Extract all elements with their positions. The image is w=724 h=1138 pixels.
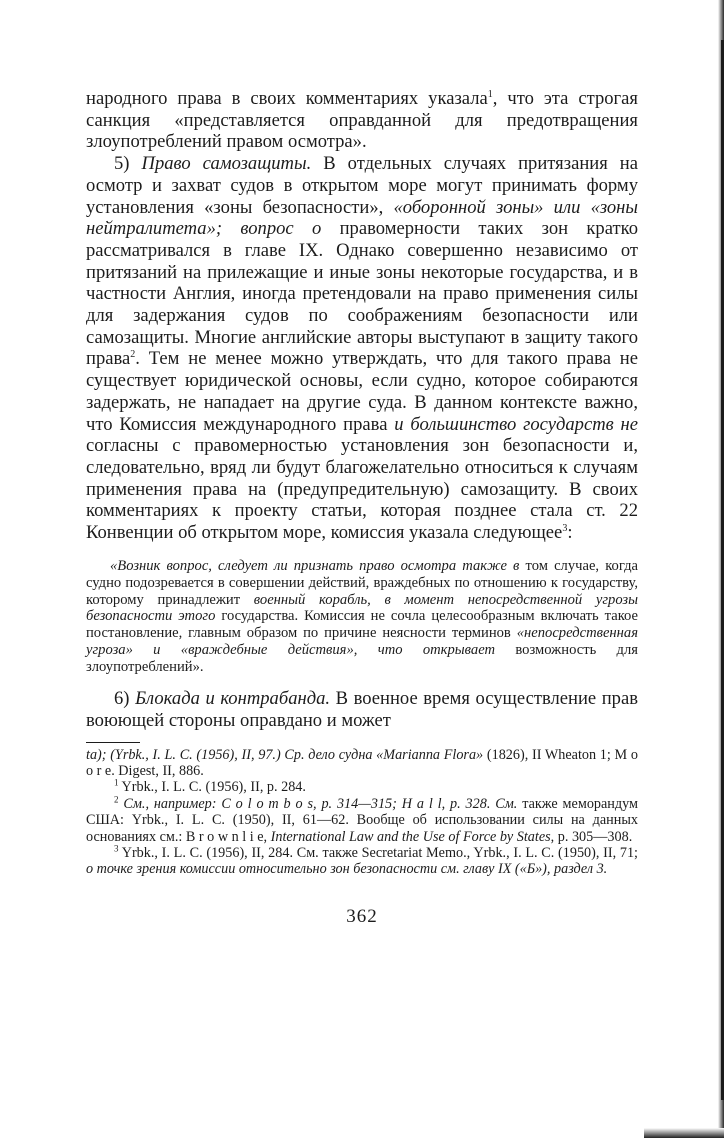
footnote-2: $^2$ См., например: C o l o m b o s, p. 314—315; H a l l, p. 328. См. также меморандум США: Yrbk., I. L. C. (1950), II, 61—62. Вообще об использовании силы на данных основаниях см.: B r o w n l i e, International Law and the Use of Force by States, p. 305—308.: [86, 794, 638, 845]
paragraph-continued: народного права в своих комментариях указала$^1$, что эта строгая санкция «представляется оправданной для предотвращения злоупотреблений правом осмотра».: [86, 88, 638, 153]
footnote-1: $^1$ Yrbk., I. L. C. (1956), II, p. 284.: [114, 777, 306, 796]
footnote-3: $^3$ Yrbk., I. L. C. (1956), II, 284. См. также Secretariat Memo., Yrbk., I. L. C. (1950), II, 71; о точке зрения комиссии относительно зон безопасности см. главу IX («Б»), раздел 3.: [86, 843, 638, 878]
footnote-ref-2: 2: [130, 349, 136, 361]
footnote-continued: ta); (Yrbk., I. L. C. (1956), II, 97.) Ср. дело судна «Marianna Flora» (1826), II Wheaton 1; M o o r e. Digest, II, 886.: [86, 746, 638, 779]
body-text: [86, 88, 638, 544]
footnote-divider: [86, 742, 140, 743]
footnotes: [86, 747, 638, 878]
section-title-self-defense: Право самозащиты.: [141, 153, 312, 175]
paragraph-blockade: 6) Блокада и контрабанда. В военное время осуществление прав воюющей стороны оправдано и может: [86, 688, 639, 731]
scan-edge-bottom: [644, 1128, 724, 1138]
footnote-ref-1: 1: [487, 88, 493, 100]
paragraph-self-defense: 5) Право самозащиты. В отдельных случаях притязания на осмотр и захват судов в открытом море могут принимать форму установления «зоны безопасности», «оборонной зоны» или «зоны нейтралитета»; вопрос о правомерности таких зон кратко рассматривался в главе IX. Однако совершенно независимо от притязаний на прилежащие и иные зоны некоторые государства, и в частности Англия, иногда претендовали на право применения силы для задержания судов по соображениям безопасности или самозащиты. Многие английские авторы выступают в защиту такого права$^2$. Тем не менее можно утверждать, что для такого права не существует юридической основы, если судно, которое собираются задержать, не нападает на другие суда. В данном контексте важно, что Комиссия международного права и большинство государств не согласны с правомерностью установления зон безопасности и, следовательно, вряд ли будут благожелательно относиться к случаям применения права на (предупредительную) самозащиту. В своих комментариях к проекту статьи, которая позднее стала ст. 22 Конвенции об открытом море, комиссия указала следующее$^3$:: [86, 153, 638, 544]
book-page: [86, 88, 638, 928]
footnote-ref-3: 3: [562, 522, 568, 534]
section-title-blockade: Блокада и контрабанда.: [135, 688, 331, 710]
page-number: 362: [346, 905, 378, 927]
scan-edge-right: [718, 0, 724, 1138]
block-quote: «Возник вопрос, следует ли признать право осмотра также в том случае, когда судно подозревается в совершении действий, враждебных по отношению к государству, которому принадлежит военный корабль, в момент непосредственной угрозы безопасности этого государства. Комиссия не сочла целесообразным включать такое постановление, главным образом по причине неясности терминов «непосредственная угроза» и «враждебные действия», что открывает возможность для злоупотреблений».: [86, 557, 639, 676]
